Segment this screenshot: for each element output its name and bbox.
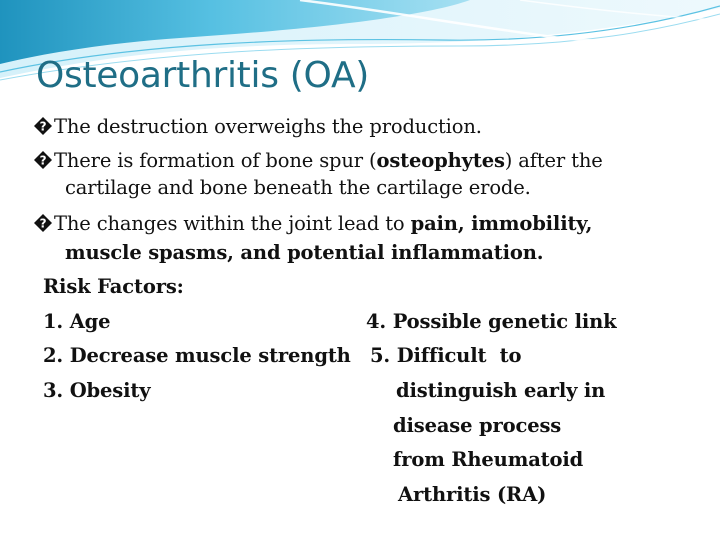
bullet-2-continuation: cartilage and bone beneath the cartilage erode.	[65, 176, 531, 199]
slide-title: Osteoarthritis (OA)	[36, 55, 370, 96]
bullet-2-text-pre: There is formation of bone spur (	[54, 149, 377, 172]
risk-factor-5-text: 5. Difficult to	[370, 344, 522, 367]
risk-factor-2-text: 2. Decrease muscle strength	[43, 344, 351, 367]
bullet-2	[33, 148, 603, 174]
risk-factor-3	[43, 378, 150, 404]
replacement-character-icon	[33, 213, 53, 233]
risk-factor-1	[43, 309, 110, 335]
risk-factors-heading	[43, 274, 184, 300]
risk-factor-5-line-5-text: Arthritis (RA)	[398, 483, 547, 506]
risk-factor-5-line-4-text: from Rheumatoid	[393, 448, 584, 471]
risk-factor-5-line-3	[393, 413, 561, 439]
bullet-3-continuation	[65, 240, 543, 266]
bullet-3-text-bold: pain, immobility,	[410, 212, 593, 235]
svg-text:?: ?	[39, 153, 47, 168]
risk-factor-5-line-3-text: disease process	[393, 414, 562, 437]
bullet-2-text-post: ) after the	[504, 149, 603, 172]
risk-factor-3-text: 3. Obesity	[43, 379, 151, 402]
replacement-character-icon	[33, 116, 53, 136]
svg-text:?: ?	[39, 119, 47, 134]
bullet-2-text-bold: osteophytes	[376, 149, 505, 172]
bullet-3-continuation-bold: muscle spasms, and potential inflammation.	[65, 241, 544, 264]
replacement-character-icon	[33, 150, 53, 170]
bullet-1-text: The destruction overweighs the production.	[54, 115, 482, 138]
risk-factor-5-line-5	[398, 482, 546, 508]
risk-factors-heading-text: Risk Factors:	[43, 275, 184, 298]
risk-factor-5-line-4	[393, 447, 583, 473]
risk-factor-5-line-2	[396, 378, 605, 404]
bullet-3-text-pre: The changes within the joint lead to	[54, 212, 411, 235]
risk-factor-4	[366, 309, 617, 335]
risk-factor-5	[370, 343, 521, 369]
risk-factor-2	[43, 343, 351, 369]
risk-factor-1-text: 1. Age	[43, 310, 111, 333]
bullet-3	[33, 211, 592, 237]
risk-factor-4-text: 4. Possible genetic link	[366, 310, 617, 333]
svg-text:?: ?	[39, 216, 47, 231]
bullet-1	[33, 114, 482, 140]
risk-factor-5-line-2-text: distinguish early in	[396, 379, 606, 402]
